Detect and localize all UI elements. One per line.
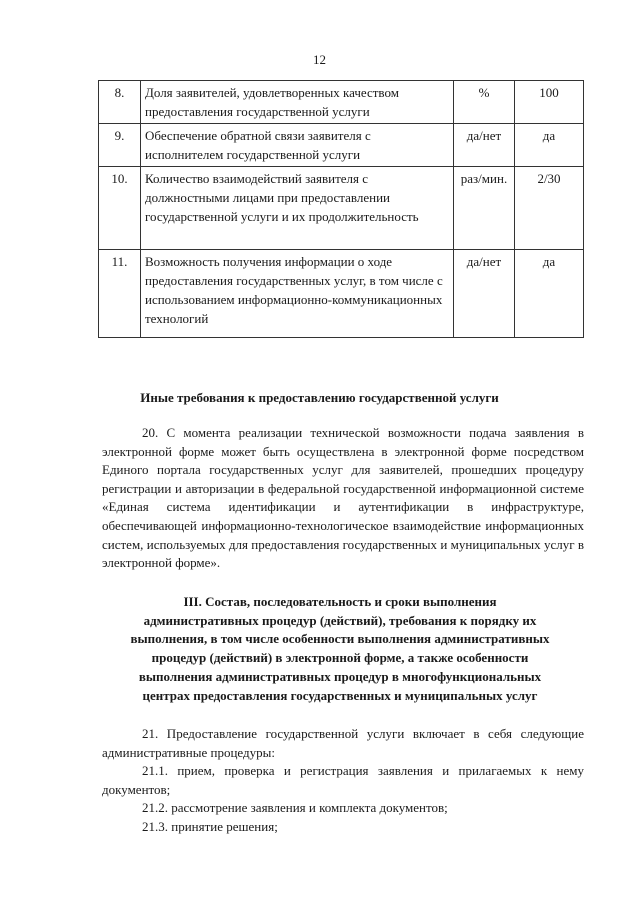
indicator-value: да	[515, 250, 584, 338]
item-21-3: 21.3. принятие решения;	[142, 819, 278, 834]
section-heading-iii: III. Состав, последовательность и сроки выполнения административных процедур (действий), требования к порядку их выполнения, в том числе особенности выполнения административных процедур (действий) в электронной форме, а также особенности выполнения административных процедур в многофункциональных центрах предоставления государственных и муниципальных услуг	[130, 594, 550, 703]
item-21-1: 21.1. прием, проверка и регистрация заявления и прилагаемых к нему документов;	[102, 763, 584, 797]
table-row	[99, 124, 584, 167]
indicator-value: 100	[515, 81, 584, 124]
table-row	[99, 250, 584, 338]
indicator-unit: да/нет	[454, 250, 515, 338]
indicator-value: 2/30	[515, 167, 584, 250]
indicator-value: да	[515, 124, 584, 167]
table-row	[99, 81, 584, 124]
table-row	[99, 167, 584, 250]
indicator-name: Количество взаимодействий заявителя с должностными лицами при предоставлении государственной услуги и их продолжительность	[141, 167, 454, 250]
indicator-unit: да/нет	[454, 124, 515, 167]
row-number: 9.	[99, 124, 141, 167]
item-21-2: 21.2. рассмотрение заявления и комплекта документов;	[142, 800, 448, 815]
indicator-name: Обеспечение обратной связи заявителя с исполнителем государственной услуги	[141, 124, 454, 167]
section-heading-other-requirements: Иные требования к предоставлению государственной услуги	[140, 390, 499, 405]
paragraph-21: 21. Предоставление государственной услуги включает в себя следующие административные процедуры:	[102, 726, 584, 760]
page-number: 12	[313, 52, 326, 67]
indicator-unit: %	[454, 81, 515, 124]
indicator-unit: раз/мин.	[454, 167, 515, 250]
indicator-name: Доля заявителей, удовлетворенных качеством предоставления государственной услуги	[141, 81, 454, 124]
row-number: 8.	[99, 81, 141, 124]
row-number: 10.	[99, 167, 141, 250]
paragraph-20: 20. С момента реализации технической возможности подача заявления в электронной форме может быть осуществлена в электронной форме посредством Единого портала государственных услуг для заявителей, прошедших процедуру регистрации и авторизации в федеральной государственной информационной системе «Единая система идентификации и аутентификации в инфраструктуре, обеспечивающей информационно-технологическое взаимодействие информационных систем, используемых для предоставления государственных и муниципальных услуг в электронной форме».	[102, 425, 584, 571]
indicator-name: Возможность получения информации о ходе предоставления государственных услуг, в том числе с использованием информационно-коммуникационных технологий	[141, 250, 454, 338]
indicators-table	[98, 80, 584, 338]
row-number: 11.	[99, 250, 141, 338]
